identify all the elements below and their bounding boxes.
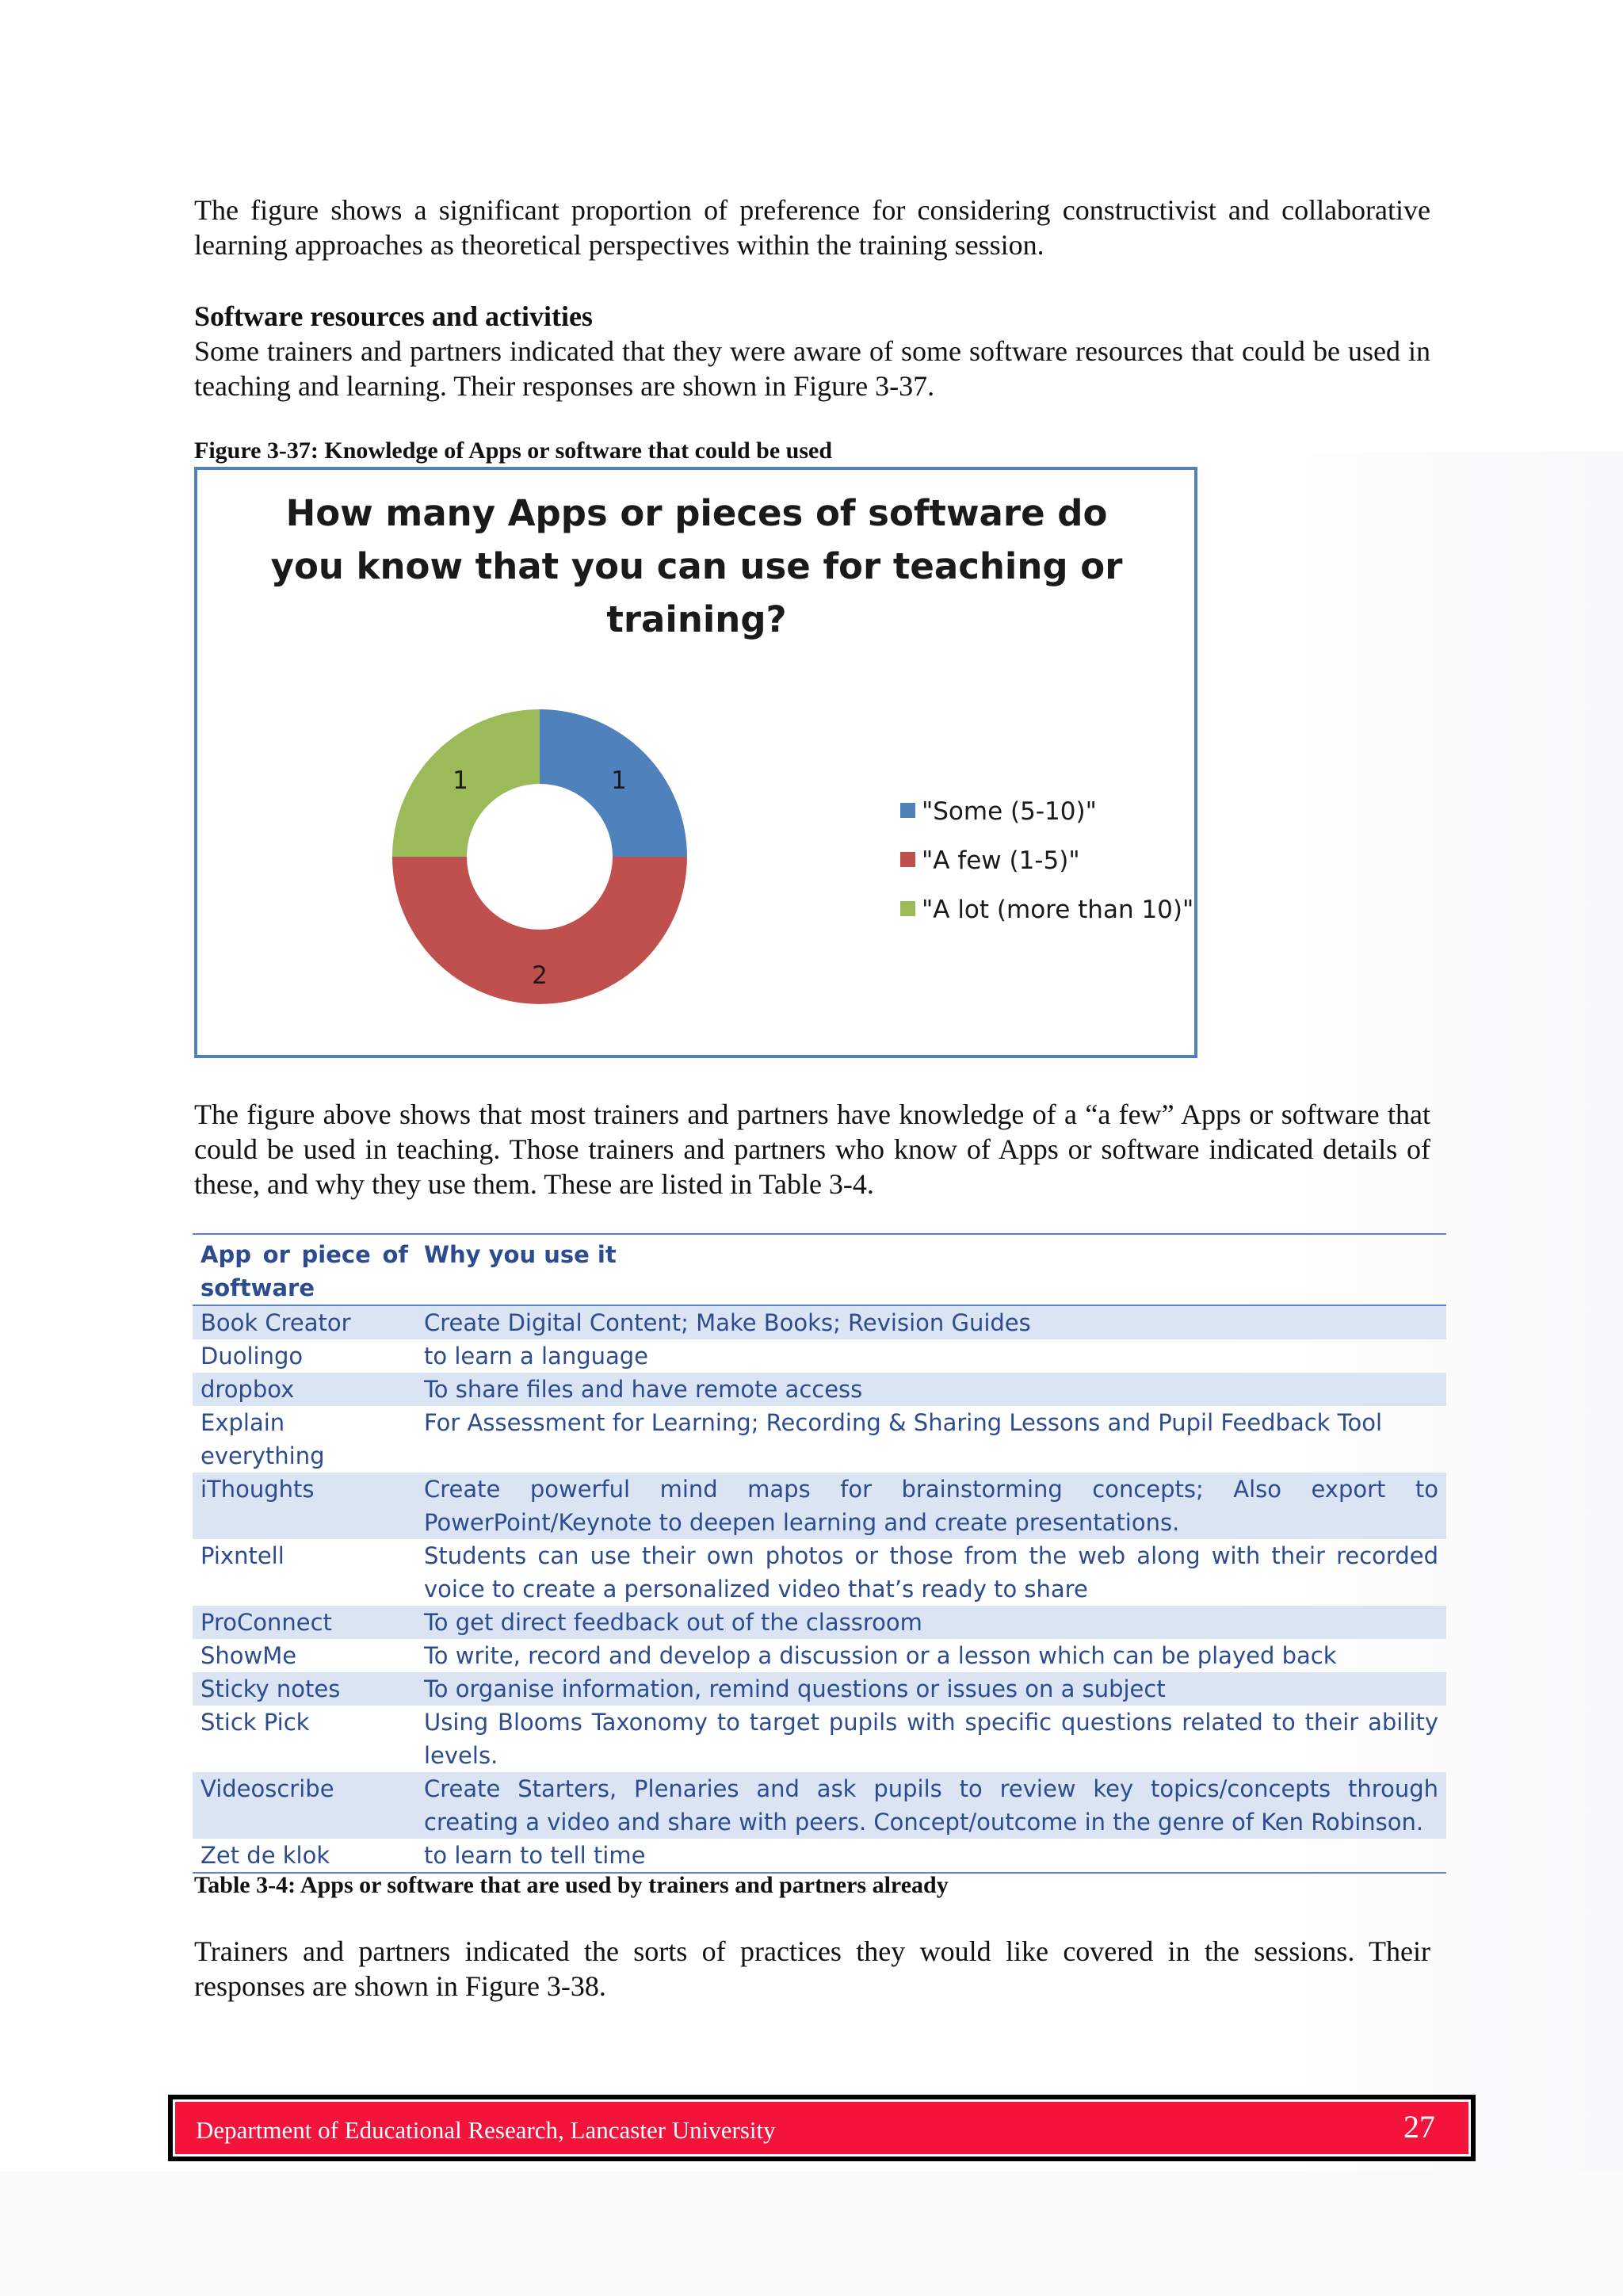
cell-app-name: Duolingo	[200, 1343, 304, 1370]
table-row	[193, 1373, 1446, 1406]
header-why: Why you use it	[424, 1241, 617, 1268]
cell-reason: To organise information, remind questions or issues on a subject	[424, 1675, 1166, 1702]
software-paragraph: Some trainers and partners indicated that they were aware of some software resources that could be used in teaching and learning. Their responses are shown in Figure 3-37.	[194, 335, 1430, 402]
legend-swatch	[900, 803, 915, 818]
page-number: 27	[1403, 2109, 1435, 2145]
table-row	[193, 1772, 1446, 1839]
cell-app-name: Zet de klok	[200, 1842, 330, 1869]
apps-table	[193, 1233, 1446, 1874]
donut-slices	[392, 709, 687, 1004]
table-row	[193, 1672, 1446, 1706]
footer-institution: Department of Educational Research, Lancaster University	[196, 2116, 776, 2144]
cell-app-name: ShowMe	[200, 1642, 297, 1669]
table-row	[193, 1639, 1446, 1672]
chart-title-line-3: training?	[606, 598, 787, 640]
cell-reason: Create Digital Content; Make Books; Revision Guides	[424, 1309, 1031, 1336]
donut-data-label: 2	[532, 961, 548, 990]
chart-canvas	[197, 470, 1194, 1055]
figure-caption: Figure 3-37: Knowledge of Apps or software that could be used	[194, 437, 833, 464]
figure-discussion-paragraph: The figure above shows that most trainers and partners have knowledge of a “a few” Apps or software that could be used in teaching. Those trainers and partners who know of Apps or software indicated details of these, and why they use them. These are listed in Table 3-4.	[194, 1098, 1430, 1200]
footer-band	[173, 2099, 1471, 2157]
cell-reason: To share files and have remote access	[424, 1376, 863, 1403]
table-caption: Table 3-4: Apps or software that are used by trainers and partners already	[194, 1872, 949, 1898]
cell-reason: Create powerful mind maps for brainstorming concepts; Also export to PowerPoint/Keynote to deepen learning and create presentations.	[424, 1476, 1438, 1536]
cell-reason: Create Starters, Plenaries and ask pupils to review key topics/concepts through creating a video and share with peers. Concept/outcome in the genre of Ken Robinson.	[424, 1775, 1438, 1836]
legend-swatch	[900, 852, 915, 867]
table-row	[193, 1839, 1446, 1873]
cell-app-name: Explain everything	[200, 1409, 325, 1469]
cell-reason: Students can use their own photos or those from the web along with their recorded voice to create a personalized video that’s ready to share	[424, 1542, 1438, 1603]
table-row	[193, 1473, 1446, 1539]
doughnut-chart	[194, 467, 1197, 1058]
cell-reason: To write, record and develop a discussion or a lesson which can be played back	[424, 1642, 1337, 1669]
page-shade-bottom	[0, 2172, 1623, 2296]
cell-app-name: ProConnect	[200, 1609, 332, 1636]
legend-swatch	[900, 901, 915, 916]
table-row	[193, 1339, 1446, 1373]
legend-label: "A few (1-5)"	[922, 846, 1080, 875]
donut-data-label: 1	[453, 766, 468, 795]
chart-title-line-1: How many Apps or pieces of software do	[285, 492, 1108, 534]
cell-reason: Using Blooms Taxonomy to target pupils with specific questions related to their ability levels.	[424, 1709, 1438, 1769]
legend-label: "A lot (more than 10)"	[922, 896, 1194, 924]
page-footer	[168, 2095, 1476, 2161]
cell-app-name: Pixntell	[200, 1542, 285, 1569]
table-row	[193, 1606, 1446, 1639]
cell-app-name: Sticky notes	[200, 1675, 341, 1702]
table-row	[193, 1539, 1446, 1606]
closing-paragraph: Trainers and partners indicated the sorts of practices they would like covered in the sessions. Their responses are shown in Figure 3-38.	[194, 1935, 1430, 2002]
cell-reason: For Assessment for Learning; Recording & Sharing Lessons and Pupil Feedback Tool	[424, 1409, 1383, 1436]
table-header-row	[193, 1234, 1446, 1305]
chart-title-line-2: you know that you can use for teaching or	[270, 545, 1123, 587]
cell-reason: to learn a language	[424, 1343, 649, 1370]
intro-paragraph: The figure shows a significant proportion of preference for considering constructivist and collaborative learning approaches as theoretical perspectives within the training session.	[194, 194, 1430, 261]
section-heading: Software resources and activities	[194, 300, 593, 332]
cell-app-name: Videoscribe	[200, 1775, 334, 1802]
chart-legend	[900, 797, 1193, 924]
header-app: App or piece of software	[200, 1241, 408, 1301]
cell-reason: To get direct feedback out of the classroom	[424, 1609, 922, 1636]
cell-app-name: Stick Pick	[200, 1709, 310, 1736]
cell-app-name: dropbox	[200, 1376, 295, 1403]
donut-data-label: 1	[611, 766, 627, 795]
table-row	[193, 1706, 1446, 1772]
cell-app-name: Book Creator	[200, 1309, 351, 1336]
table-row	[193, 1305, 1446, 1339]
legend-label: "Some (5-10)"	[922, 797, 1097, 826]
table-body	[193, 1305, 1446, 1873]
table-row	[193, 1406, 1446, 1473]
cell-app-name: iThoughts	[200, 1476, 315, 1503]
cell-reason: to learn to tell time	[424, 1842, 646, 1869]
